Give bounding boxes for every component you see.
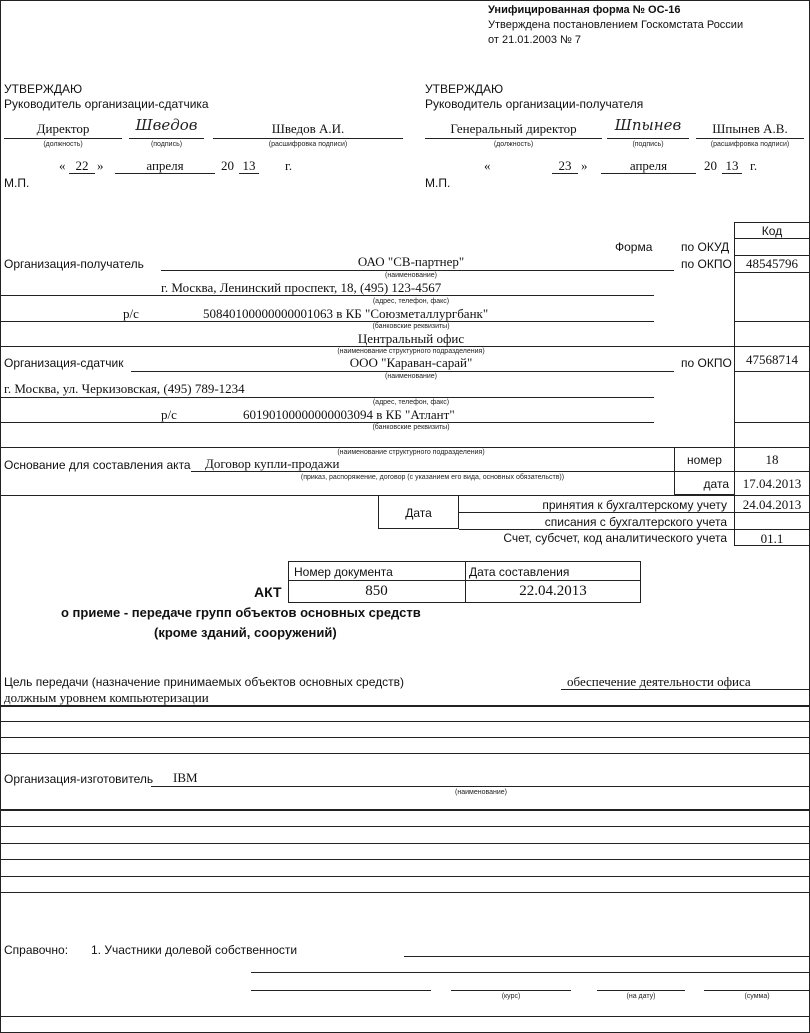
codes-nomer-label: номер: [687, 453, 722, 467]
left-name: Шведов А.И.: [271, 121, 345, 136]
right-signature: Шпынев: [614, 116, 682, 134]
act-title-line2: (кроме зданий, сооружений): [154, 625, 337, 640]
right-cap-signature: (подпись): [632, 141, 664, 148]
sender-cap-name: (наименование): [385, 373, 437, 380]
reference-item: 1. Участники долевой собственности: [91, 943, 298, 957]
receiver-cap-name: (наименование): [385, 272, 437, 279]
codes-okpo-label-2: по ОКПО: [681, 356, 732, 370]
right-quote-open: «: [484, 158, 491, 173]
sender-address: г. Москва, ул. Черкизовская, (495) 789-1234: [4, 381, 245, 396]
receiver-address: г. Москва, Ленинский проспект, 18, (495) 123-4567: [161, 280, 442, 295]
purpose-value2: должным уровнем компьютеризации: [4, 690, 209, 705]
sender-cap-unit: (наименование структурного подразделения): [337, 449, 485, 456]
basis-number: 18: [765, 452, 779, 467]
codes-date-group: Дата: [405, 506, 432, 520]
okpo-receiver: 48545796: [746, 256, 798, 271]
left-year-prefix: 20: [221, 158, 234, 173]
sender-bank: 60190100000000003094 в КБ "Атлант": [243, 407, 455, 422]
codes-forma: Форма: [615, 240, 653, 254]
basis-cap: (приказ, распоряжение, договор (с указанием его вида, основных обязательств)): [300, 474, 565, 481]
receiver-cap-bank: (банковские реквизиты): [372, 323, 450, 330]
approve-left-title: УТВЕРЖДАЮ: [4, 82, 83, 96]
approve-left-subtitle: Руководитель организации-сдатчика: [4, 97, 209, 111]
right-year: 13: [725, 158, 739, 173]
purpose-value1: обеспечение деятельности офиса: [567, 674, 751, 689]
codes-writeoff-label: списания с бухгалтерского учета: [544, 515, 727, 529]
left-cap-position: (должность): [43, 141, 83, 148]
doc-date: 22.04.2013: [519, 583, 587, 599]
receiver-cap-address: (адрес, телефон, факс): [372, 298, 450, 305]
left-year-suffix: г.: [285, 158, 293, 173]
right-name: Шпынев А.В.: [712, 121, 788, 136]
okpo-sender: 47568714: [746, 352, 798, 367]
receiver-bank: 50840100000000001063 в КБ "Союзметаллургбанк": [203, 306, 489, 321]
right-year-suffix: г.: [750, 158, 758, 173]
sender-label: Организация-сдатчик: [4, 356, 124, 370]
manufacturer-cap: (наименование): [455, 789, 507, 796]
doc-number: 850: [365, 583, 388, 599]
reference-label: Справочно:: [4, 943, 69, 957]
receiver-cap-unit: (наименование структурного подразделения): [337, 348, 485, 355]
right-mp: М.П.: [425, 176, 451, 190]
left-year: 13: [242, 158, 256, 173]
form-approved-date: от 21.01.2003 № 7: [488, 34, 582, 46]
reference-cap-sum: (сумма): [744, 993, 770, 1000]
approve-right-subtitle: Руководитель организации-получателя: [425, 97, 644, 111]
codes-accept-label: принятия к бухгалтерскому учету: [542, 498, 727, 512]
codes-okud-label: по ОКУД: [681, 240, 730, 254]
sender-rs-label: р/с: [161, 407, 177, 422]
right-cap-position: (должность): [493, 141, 534, 148]
left-cap-signature: (подпись): [150, 141, 183, 148]
receiver-label: Организация-получатель: [4, 257, 144, 271]
sender-name: ООО "Караван-сарай": [349, 355, 473, 370]
purpose-label: Цель передачи (назначение принимаемых объектов основных средств): [4, 675, 405, 689]
left-quote-open: «: [59, 158, 66, 173]
left-month: апреля: [146, 158, 184, 173]
reference-cap-date: (на дату): [626, 993, 656, 1000]
right-position: Генеральный директор: [450, 121, 577, 136]
sender-cap-bank: (банковские реквизиты): [372, 424, 450, 431]
doc-header-date: Дата составления: [469, 565, 570, 579]
left-signature: Шведов: [135, 116, 198, 134]
form-approved-by: Утверждена постановлением Госкомстата России: [488, 19, 744, 31]
reference-cap-course: (курс): [501, 993, 521, 1000]
sender-cap-address: (адрес, телефон, факс): [372, 399, 450, 406]
receiver-unit: Центральный офис: [357, 331, 465, 346]
right-quote-close: »: [581, 158, 588, 173]
right-year-prefix: 20: [704, 158, 717, 173]
basis-label: Основание для составления акта: [4, 458, 191, 472]
codes-data-label: дата: [703, 477, 729, 491]
left-cap-name: (расшифровка подписи): [268, 141, 348, 148]
act-title-line1: о приеме - передаче групп объектов основных средств: [61, 605, 421, 620]
left-mp: М.П.: [4, 176, 30, 190]
right-month: апреля: [629, 158, 668, 173]
codes-kod: Код: [761, 224, 783, 238]
right-cap-name: (расшифровка подписи): [710, 141, 790, 148]
left-day: 22: [75, 158, 89, 173]
left-position: Директор: [36, 121, 90, 136]
manufacturer-label: Организация-изготовитель: [4, 772, 154, 786]
basis-date: 17.04.2013: [742, 476, 802, 491]
codes-okpo-label-1: по ОКПО: [681, 257, 732, 271]
basis-value: Договор купли-продажи: [205, 456, 340, 471]
form-code: Унифицированная форма № ОС-16: [488, 4, 681, 16]
doc-header-number: Номер документа: [294, 565, 393, 579]
account-code: 01.1: [760, 531, 784, 546]
act-title: АКТ: [254, 584, 282, 600]
accept-date: 24.04.2013: [742, 497, 802, 512]
receiver-name: ОАО "СВ-партнер": [357, 254, 465, 269]
left-quote-close: »: [97, 158, 104, 173]
right-day: 23: [558, 158, 572, 173]
codes-account-label: Счет, субсчет, код аналитического учета: [503, 531, 727, 545]
receiver-rs-label: р/с: [123, 306, 139, 321]
approve-right-title: УТВЕРЖДАЮ: [425, 82, 504, 96]
manufacturer-value: IBM: [173, 770, 198, 785]
